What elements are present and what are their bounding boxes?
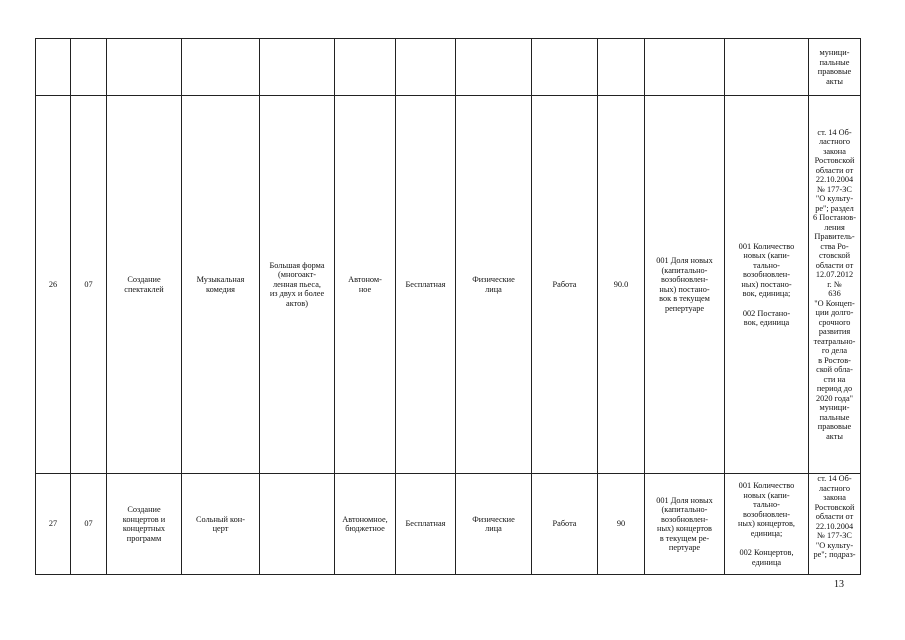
legal-act-line: г. № bbox=[827, 279, 842, 289]
legal-acts-cell bbox=[809, 474, 861, 575]
legal-act-line: акты bbox=[826, 76, 843, 86]
indicator-line: возобновлен- bbox=[742, 270, 791, 279]
legal-act-line: правовые bbox=[817, 422, 852, 432]
percent-cell bbox=[598, 39, 645, 96]
percent-cell: 90.0 bbox=[598, 96, 645, 474]
row-number-cell bbox=[36, 39, 71, 96]
institution-type-cell bbox=[335, 39, 396, 96]
legal-act-line: Ростовской bbox=[814, 156, 855, 166]
legal-act-line: ции долго- bbox=[815, 308, 854, 318]
legal-act-line: 12.07.2012 bbox=[815, 270, 854, 280]
legal-acts-cell bbox=[809, 39, 861, 96]
consumers-cell: Физические лица bbox=[456, 474, 532, 575]
service-name-cell: Создание концертов и концертных программ bbox=[107, 474, 182, 575]
legal-act-line: правовые bbox=[817, 67, 852, 76]
indicator-line: 001 Количество bbox=[738, 241, 795, 251]
legal-act-line: срочного bbox=[818, 317, 851, 327]
legal-act-line: пальные bbox=[819, 412, 850, 422]
quality-indicator-cell: 001 Доля новых (капитально- возобновлен- ных) постано- вок в текущем репертуаре bbox=[645, 96, 725, 474]
legal-act-line: пальные bbox=[819, 57, 850, 67]
consumers-cell: Физические лица bbox=[456, 96, 532, 474]
legal-act-line: 22.10.2004 bbox=[815, 521, 854, 531]
table-body bbox=[36, 39, 861, 575]
indicator-line: новых (капи- bbox=[743, 251, 790, 260]
content-cell: Сольный кон- церт bbox=[182, 474, 260, 575]
consumers-cell bbox=[456, 39, 532, 96]
service-name-cell bbox=[107, 39, 182, 96]
category-cell: Работа bbox=[532, 96, 598, 474]
legal-act-line: 636 bbox=[828, 289, 841, 299]
legal-act-line: Правитель- bbox=[814, 232, 855, 242]
legal-acts-cell bbox=[809, 96, 861, 474]
percent-cell: 90 bbox=[598, 474, 645, 575]
row-number-cell: 26 bbox=[36, 96, 71, 474]
form-cell: Большая форма (многоакт- ленная пьеса, из двух и более актов) bbox=[260, 96, 335, 474]
indicator-line: единица; bbox=[750, 528, 783, 538]
legal-act-line: Ростовской bbox=[814, 502, 855, 512]
legal-act-line: стовской bbox=[818, 251, 851, 261]
legal-act-line: акты bbox=[826, 431, 843, 441]
table-row bbox=[36, 96, 861, 474]
category-cell bbox=[532, 39, 598, 96]
table-row bbox=[36, 474, 861, 575]
legal-act-line: в Ростов- bbox=[818, 355, 851, 365]
content-cell bbox=[182, 39, 260, 96]
legal-act-line: период до bbox=[816, 384, 853, 394]
legal-act-line: области от bbox=[815, 260, 854, 270]
legal-act-line: сти на bbox=[823, 374, 846, 384]
legal-act-line: области от bbox=[815, 165, 854, 175]
legal-act-line: "О Концеп- bbox=[814, 298, 855, 308]
legal-act-line: ст. 14 Об- bbox=[817, 127, 852, 137]
legal-act-line: закона bbox=[823, 146, 846, 156]
indicator-line: тально- bbox=[753, 260, 780, 270]
indicator-line: единица bbox=[751, 557, 782, 567]
legal-act-line: области от bbox=[815, 512, 854, 521]
indicator-line: 002 Постано- bbox=[742, 308, 791, 318]
payment-type-cell: Бесплатная bbox=[396, 96, 456, 474]
volume-indicator-cell bbox=[725, 39, 809, 96]
indicator-line: ных) постано- bbox=[741, 279, 792, 289]
indicator-line: тально- bbox=[753, 500, 780, 509]
legal-act-line: 6 Постанов- bbox=[813, 213, 856, 223]
legal-act-line: закона bbox=[823, 493, 846, 502]
form-cell bbox=[260, 474, 335, 575]
legal-act-line: ской обла- bbox=[816, 365, 853, 375]
legal-act-line: 2020 года" bbox=[815, 393, 854, 403]
indicator-line: 001 Количество bbox=[738, 481, 795, 490]
legal-act-line: театрально- bbox=[813, 336, 856, 346]
quality-indicator-cell: 001 Доля новых (капитально- возобновлен- ных) концертов в текущем ре- пертуаре bbox=[645, 474, 725, 575]
indicator-line: ных) концертов, bbox=[737, 519, 796, 528]
indicator-line: 002 Концертов, bbox=[739, 548, 794, 557]
form-cell bbox=[260, 39, 335, 96]
legal-act-line: муници- bbox=[819, 403, 850, 413]
page-number: 13 bbox=[834, 579, 844, 590]
table-row bbox=[36, 39, 861, 96]
payment-type-cell bbox=[396, 39, 456, 96]
indicator-line: возобновлен- bbox=[742, 509, 791, 519]
legal-act-line: ластного bbox=[818, 137, 851, 147]
code-cell bbox=[71, 39, 107, 96]
services-table bbox=[35, 38, 861, 575]
quality-indicator-cell bbox=[645, 39, 725, 96]
indicator-line: вок, единица bbox=[743, 318, 790, 327]
category-cell: Работа bbox=[532, 474, 598, 575]
service-name-cell: Создание спектаклей bbox=[107, 96, 182, 474]
legal-act-line: ре"; подраз- bbox=[813, 550, 856, 559]
institution-type-cell: Автоном- ное bbox=[335, 96, 396, 474]
code-cell: 07 bbox=[71, 96, 107, 474]
legal-act-line: "О культу- bbox=[815, 540, 854, 550]
legal-act-line: № 177-ЗС bbox=[817, 184, 852, 194]
legal-act-line: ления bbox=[824, 222, 845, 232]
legal-act-line: ст. 14 Об- bbox=[817, 474, 852, 483]
indicator-line bbox=[726, 299, 807, 309]
legal-act-line: 22.10.2004 bbox=[815, 175, 854, 185]
content-cell: Музыкальная комедия bbox=[182, 96, 260, 474]
legal-act-line: ластного bbox=[818, 483, 851, 493]
legal-act-line: муници- bbox=[819, 48, 850, 57]
volume-indicator-cell bbox=[725, 474, 809, 575]
legal-act-line: развития bbox=[818, 327, 851, 337]
legal-act-line: № 177-ЗС bbox=[817, 531, 852, 540]
volume-indicator-cell bbox=[725, 96, 809, 474]
legal-act-line: ства Ро- bbox=[820, 241, 849, 251]
indicator-line bbox=[726, 538, 807, 548]
indicator-line: новых (капи- bbox=[743, 490, 790, 500]
legal-act-line: "О культу- bbox=[815, 194, 854, 204]
payment-type-cell: Бесплатная bbox=[396, 474, 456, 575]
row-number-cell: 27 bbox=[36, 474, 71, 575]
legal-act-line: ре"; раздел bbox=[815, 203, 854, 213]
legal-act-line: го дела bbox=[821, 346, 848, 356]
institution-type-cell: Автономное, бюджетное bbox=[335, 474, 396, 575]
indicator-line: вок, единица; bbox=[742, 289, 791, 298]
code-cell: 07 bbox=[71, 474, 107, 575]
